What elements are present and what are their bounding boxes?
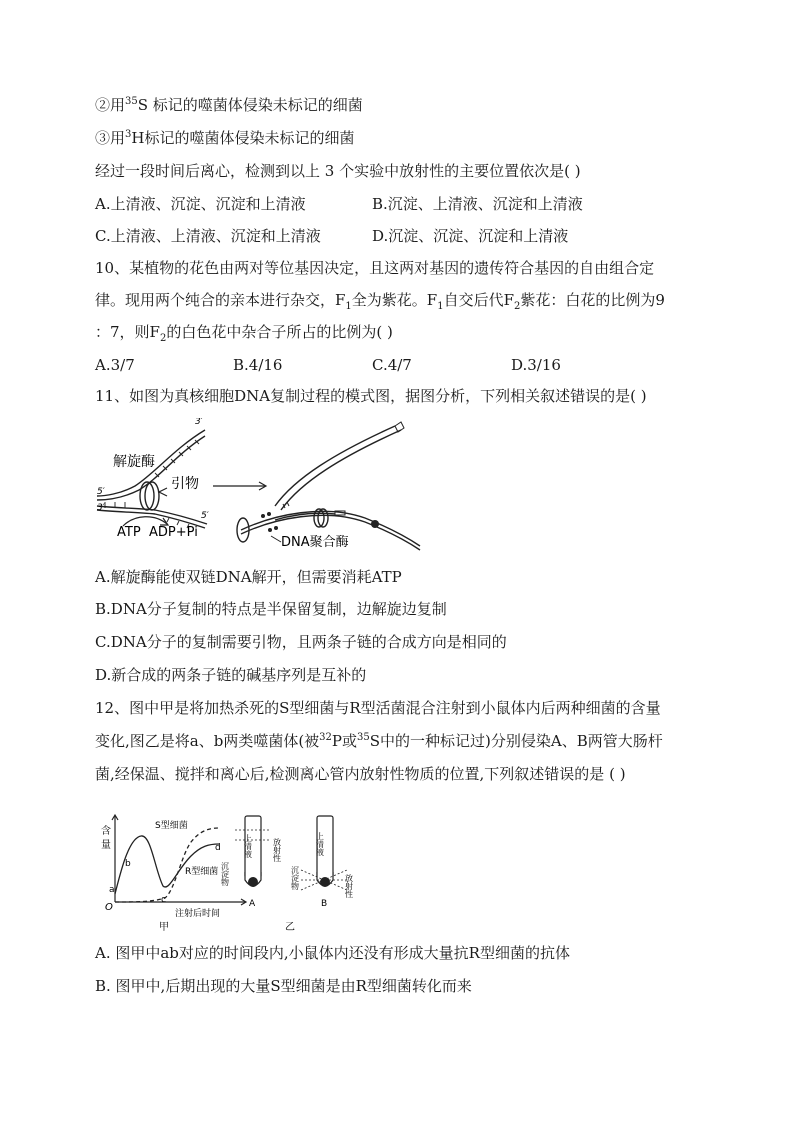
q10-option-c: C.4/7 (372, 356, 412, 374)
point-a: a (109, 885, 115, 895)
q9-option-a: A.上清液、沉淀、沉淀和上清液 (95, 195, 306, 213)
label-helicase: 解旋酶 (113, 454, 155, 470)
label-primer: 引物 (171, 476, 199, 492)
q10-stem-line3: ：7，则$F_2$的白色花中杂合子所占的比例为( ) (95, 323, 393, 344)
tube-a-radioactivity-label: 放射性 (272, 838, 282, 862)
tube-b-supernatant-label: 上清液 (315, 832, 325, 856)
q10-stem-line2: 律。现用两个纯合的亲本进行杂交，$F_1$全为紫花。$F_1$自交后代$F_2$紫花：白花的比例为9 (95, 291, 665, 312)
q11-option-d: D.新合成的两条子链的碱基序列是互补的 (95, 666, 367, 684)
leading-strand (275, 426, 395, 506)
tube-a-label: A (249, 899, 256, 909)
s-type-label: S型细菌 (155, 821, 188, 831)
tube-a-pellet (248, 877, 258, 887)
tube-b-pellet (320, 877, 330, 887)
q10-option-d: D.3/16 (511, 356, 561, 374)
figure-yi-label: 乙 (285, 922, 295, 933)
q12-stem-line2: 变化,图乙是将a、b两类噬菌体(被$^{32}$P或$^{35}$S中的一种标记过)分别侵染A、B两管大肠杆 (95, 732, 663, 750)
q11-option-a: A.解旋酶能使双链DNA解开，但需要消耗ATP (95, 568, 402, 586)
q9-question-tail: 经过一段时间后离心，检测到以上 3 个实验中放射性的主要位置依次是( ) (95, 162, 581, 180)
bacteria-phage-figure (95, 810, 375, 935)
q12-stem-line1: 12、图中甲是将加热杀死的S型细菌与R型活菌混合注射到小鼠体内后两种细菌的含量 (95, 699, 661, 717)
label-5prime-left: 5′ (97, 487, 105, 497)
point-d: d (215, 843, 221, 853)
tube-a-supernatant-label: 上清液 (243, 834, 253, 858)
q10-option-a: A.3/7 (95, 356, 135, 374)
tube-b-label: B (321, 899, 328, 909)
r-type-label: R型细菌 (185, 867, 219, 877)
q9-option-c: C.上清液、上清液、沉淀和上清液 (95, 227, 321, 245)
tube-a-sediment-label: 沉淀物 (220, 862, 230, 886)
label-5prime-right: 5′ (201, 511, 209, 521)
item-2-line: ②用$^{35}$S 标记的噬菌体侵染未标记的细菌 (95, 96, 363, 114)
y-label-1: 含 (101, 826, 111, 837)
polymerase-right (371, 520, 379, 528)
tube-b-sediment-label: 沉淀物 (290, 866, 300, 890)
origin-label: O (105, 902, 113, 913)
polymerase-left (237, 518, 249, 542)
q11-stem: 11、如图为真核细胞DNA复制过程的模式图，据图分析，下列相关叙述错误的是( ) (95, 387, 647, 405)
label-dna-polymerase: DNA聚合酶 (281, 535, 349, 550)
primer-mark (159, 488, 167, 496)
tube-b-radioactivity-label: 放射性 (344, 874, 354, 898)
q9-option-d: D.沉淀、沉淀、沉淀和上清液 (372, 227, 569, 245)
item-3-line: ③用$^3$H标记的噬菌体侵染未标记的细菌 (95, 129, 355, 147)
parental-strand-lower (97, 506, 207, 524)
y-label-2: 量 (101, 840, 111, 851)
x-axis-label: 注射后时间 (175, 909, 221, 919)
label-atp: ATP (117, 525, 141, 540)
q10-option-b: B.4/16 (233, 356, 283, 374)
point-c: c (161, 895, 166, 905)
q11-option-c: C.DNA分子的复制需要引物，且两条子链的合成方向是相同的 (95, 633, 507, 651)
label-adp: ADP+Pi (149, 525, 198, 540)
q12-stem-line3: 菌,经保温、搅拌和离心后,检测离心管内放射性物质的位置,下列叙述错误的是 ( ) (95, 765, 626, 783)
point-b: b (125, 859, 131, 869)
dna-replication-diagram (95, 418, 425, 556)
q12-option-a: A. 图甲中ab对应的时间段内,小鼠体内还没有形成大量抗R型细菌的抗体 (95, 944, 570, 962)
q9-option-b: B.沉淀、上清液、沉淀和上清液 (372, 195, 583, 213)
q12-option-b: B. 图甲中,后期出现的大量S型细菌是由R型细菌转化而来 (95, 977, 472, 995)
label-3prime-left: 3′ (97, 503, 105, 513)
label-3prime-top: 3′ (195, 418, 203, 427)
q11-option-b: B.DNA分子复制的特点是半保留复制，边解旋边复制 (95, 600, 447, 618)
figure-jia-label: 甲 (159, 922, 169, 933)
q10-stem-line1: 10、某植物的花色由两对等位基因决定，且这两对基因的遗传符合基因的自由组合定 (95, 259, 655, 277)
